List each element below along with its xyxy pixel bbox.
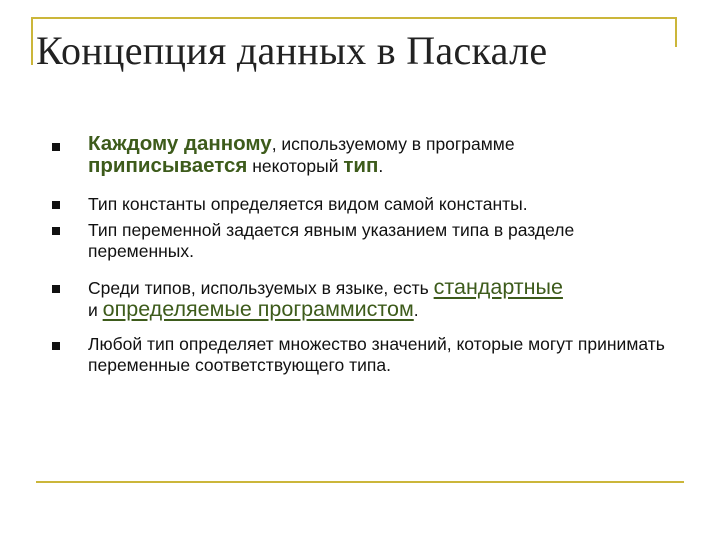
bullet-marker (52, 342, 60, 350)
bullet-text-1 (88, 133, 678, 177)
plain-text: и (88, 300, 103, 320)
bullet-marker (52, 227, 60, 235)
highlight-link[interactable]: стандартные (433, 275, 563, 299)
frame-right-border (675, 17, 677, 47)
plain-text: . (378, 156, 384, 176)
bullet-marker (52, 143, 60, 151)
highlight-text: Каждому данному (88, 132, 272, 155)
plain-text: Среди типов, используемых в языке, есть (88, 278, 434, 298)
bullet-marker (52, 285, 60, 293)
plain-text: , используемому в программе (271, 134, 515, 154)
plain-text: некоторый (247, 156, 344, 176)
bullet-text-5: Любой тип определяет множество значений, которые могут принимать переменные соответствующего типа. (88, 334, 665, 375)
highlight-text: приписывается (88, 154, 248, 177)
bullet-text-4 (88, 277, 678, 321)
plain-text: . (413, 300, 419, 320)
highlight-link[interactable]: определяемые программистом (102, 297, 414, 321)
frame-top-border (31, 17, 676, 19)
frame-left-border (31, 17, 33, 65)
highlight-text: тип (343, 154, 379, 177)
slide-title: Концепция данных в Паскале (36, 28, 548, 73)
bottom-rule (36, 481, 684, 483)
bullet-text-2: Тип константы определяется видом самой константы. (88, 194, 528, 214)
bullet-marker (52, 201, 60, 209)
bullet-text-3: Тип переменной задается явным указанием типа в разделе переменных. (88, 220, 575, 261)
